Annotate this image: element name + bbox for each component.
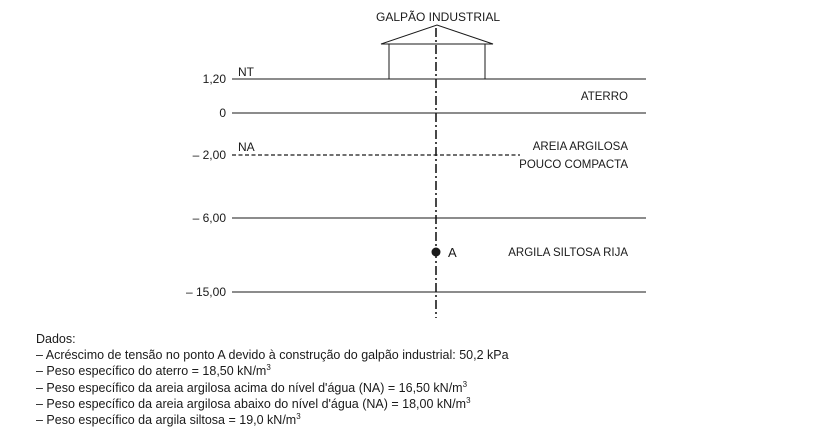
- elevation-label-zero: 0: [219, 106, 226, 120]
- layer-label-areia-line2: POUCO COMPACTA: [519, 159, 628, 171]
- data-title: Dados:: [36, 332, 76, 346]
- data-item-text: – Acréscimo de tensão no ponto A devido à construção do galpão industrial: 50,2 kPa: [36, 348, 509, 363]
- data-item-text: – Peso específico da areia argilosa abaixo do nível d'água (NA) = 18,00 kN/m: [36, 396, 467, 411]
- unit-exponent: 3: [266, 363, 271, 373]
- unit-exponent: 3: [462, 379, 468, 389]
- data-item-text: – Peso específico do aterro = 18,50 kN/m: [36, 364, 267, 379]
- elevation-label-minus-6: – 6,00: [192, 211, 226, 225]
- layer-label-argila: ARGILA SILTOSA RIJA: [508, 247, 628, 259]
- building-label: GALPÃO INDUSTRIAL: [375, 10, 501, 24]
- building-body: [389, 44, 485, 79]
- elevation-label-nt: 1,20: [202, 72, 226, 86]
- data-item-areia-below-na-weight: [36, 396, 816, 412]
- data-item-text: – Peso específico da areia argilosa acima do nível d'água (NA) = 16,50 kN/m: [36, 380, 463, 395]
- data-section: [36, 331, 816, 428]
- industrial-building: [376, 10, 500, 79]
- data-item-areia-above-na-weight: [36, 380, 816, 396]
- point-a-marker: [432, 248, 441, 257]
- unit-exponent: 3: [296, 412, 301, 422]
- building-roof: [381, 25, 493, 44]
- data-item-stress-increase: [36, 347, 816, 363]
- unit-exponent: 3: [466, 395, 471, 405]
- data-item-text: – Peso específico da argila siltosa = 19,0 kN/m: [36, 413, 297, 428]
- point-a-label: A: [448, 245, 457, 260]
- level-tag-na: NA: [238, 140, 255, 154]
- layer-label-areia-line1: AREIA ARGILOSA: [532, 141, 628, 153]
- level-tag-nt: NT: [238, 65, 254, 79]
- elevation-label-minus-15: – 15,00: [185, 285, 226, 299]
- data-item-aterro-weight: [36, 363, 816, 379]
- data-item-argila-weight: [36, 412, 816, 428]
- layer-label-aterro: ATERRO: [580, 91, 628, 103]
- elevation-label-na: – 2,00: [192, 148, 226, 162]
